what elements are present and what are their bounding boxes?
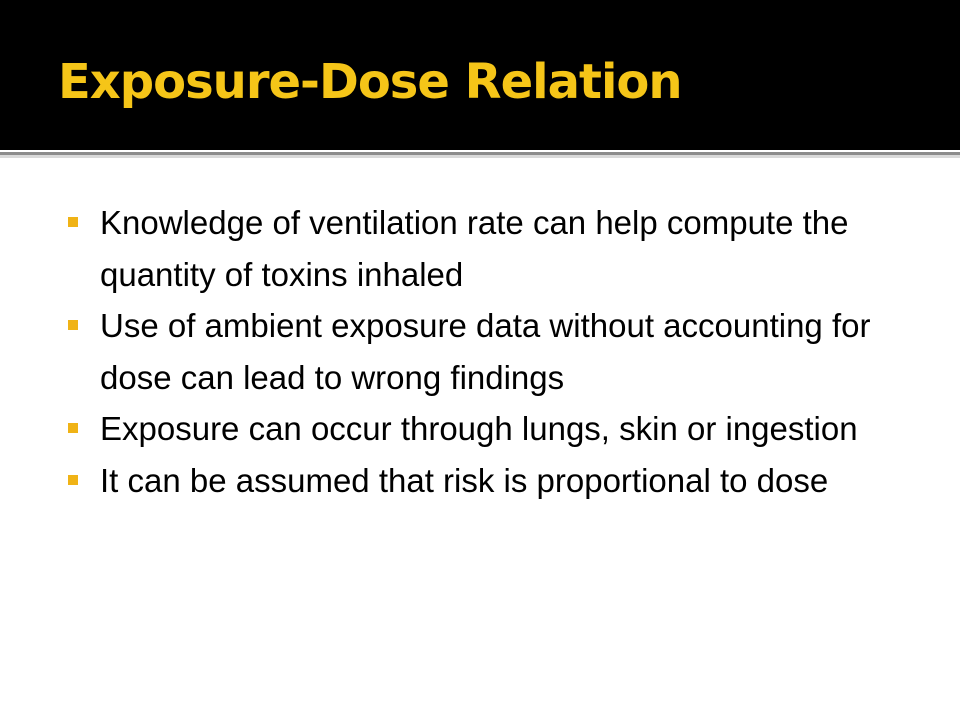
bullet-text: It can be assumed that risk is proportional to dose: [100, 461, 829, 499]
bullet-text: Use of ambient exposure data without accounting for dose can lead to wrong findings: [100, 307, 871, 396]
title-bar: [0, 0, 960, 150]
bullet-list: [68, 197, 908, 506]
square-bullet-icon: [68, 475, 78, 485]
square-bullet-icon: [68, 217, 78, 227]
bullet-text: Knowledge of ventilation rate can help compute the quantity of toxins inhaled: [100, 204, 849, 293]
bullet-text: Exposure can occur through lungs, skin or ingestion: [100, 410, 858, 447]
square-bullet-icon: [68, 320, 78, 330]
bullet-item: [68, 455, 908, 507]
bullet-item: [68, 300, 908, 403]
square-bullet-icon: [68, 423, 78, 433]
slide-title: Exposure-Dose Relation: [58, 54, 682, 110]
bullet-item: [68, 197, 908, 300]
title-divider-highlight: [0, 155, 960, 158]
bullet-item: [68, 403, 908, 455]
